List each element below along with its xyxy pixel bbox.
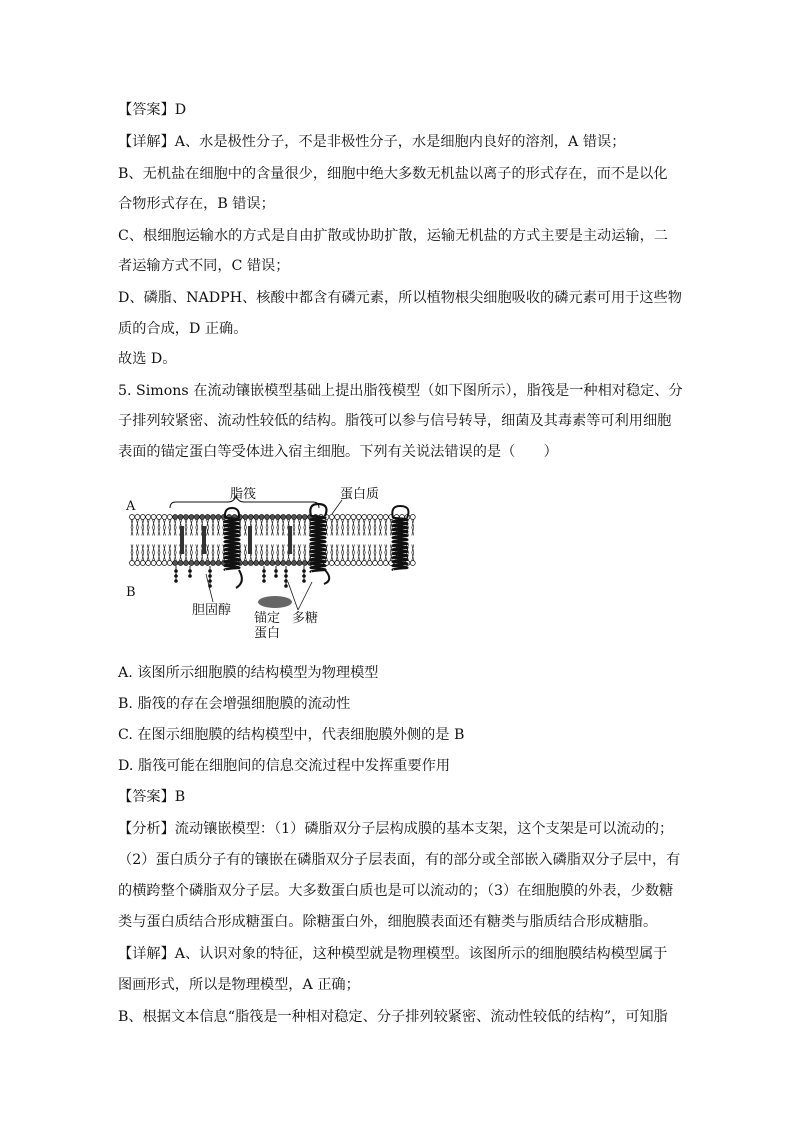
lipid-raft-figure — [118, 484, 448, 644]
lipid-tail-upper — [190, 520, 192, 536]
sugar-chain-unit — [284, 569, 288, 573]
lipid-head-upper — [146, 515, 151, 520]
lipid-head-lower — [281, 561, 286, 566]
lipid-head-upper — [362, 515, 367, 520]
lipid-tail-upper — [412, 520, 414, 536]
lipid-head-lower — [302, 561, 307, 566]
lipid-head-lower — [329, 561, 334, 566]
lipid-head-upper — [259, 515, 264, 520]
lipid-tail-lower — [385, 545, 387, 561]
lipid-head-upper — [216, 515, 221, 520]
lipid-head-lower — [367, 561, 372, 566]
lipid-tail-lower — [255, 545, 257, 561]
lipid-head-lower — [140, 561, 145, 566]
lipid-tail-lower — [374, 545, 376, 561]
lipid-tail-lower — [158, 545, 160, 561]
lipid-head-upper — [340, 515, 345, 520]
lipid-tail-lower — [136, 545, 138, 561]
lipid-tail-lower — [190, 545, 192, 561]
lipid-tail-upper — [136, 520, 138, 536]
lipid-tail-upper — [217, 520, 219, 536]
lipid-head-lower — [265, 561, 270, 566]
lipid-tail-lower — [304, 545, 306, 561]
lipid-tail-lower — [244, 545, 246, 561]
lipid-tail-lower — [142, 545, 144, 561]
lipid-tail-lower — [412, 545, 414, 561]
lipid-tail-upper — [196, 520, 198, 536]
raft-protein-coil — [225, 518, 240, 570]
lipid-tail-upper — [342, 520, 344, 536]
lipid-tail-lower — [336, 545, 338, 561]
lipid-tail-lower — [196, 545, 198, 561]
lipid-head-lower — [243, 561, 248, 566]
lipid-head-lower — [130, 561, 135, 566]
side-label-a: A — [126, 499, 136, 514]
polysaccharide-pointer-1 — [288, 582, 298, 610]
lipid-tail-upper — [277, 520, 279, 536]
lipid-head-upper — [135, 515, 140, 520]
cholesterol-molecule — [180, 526, 184, 554]
text-line-optC: C. 在图示细胞膜的结构模型中，代表细胞膜外侧的是 B — [118, 727, 465, 743]
raft-label: 脂筏 — [230, 487, 257, 502]
lipid-head-lower — [248, 561, 253, 566]
text-line-a5_2: （2）蛋白质分子有的镶嵌在磷脂双分子层表面，有的部分或全部嵌入磷脂双分子层中，有 — [118, 852, 681, 868]
cholesterol-label: 胆固醇 — [192, 603, 232, 618]
lipid-tail-lower — [331, 545, 333, 561]
lipid-head-upper — [173, 515, 178, 520]
text-line-optB: B. 脂筏的存在会增强细胞膜的流动性 — [118, 696, 351, 712]
lipid-tail-lower — [277, 545, 279, 561]
text-line-d5_1: 【详解】A、认识对象的特征，这种模型就是物理模型。该图所示的细胞膜结构模型属于 — [118, 946, 668, 962]
lipid-tail-upper — [153, 520, 155, 536]
lipid-tail-lower — [352, 545, 354, 561]
lipid-head-upper — [200, 515, 205, 520]
lipid-tail-upper — [163, 520, 165, 536]
lipid-tail-upper — [147, 520, 149, 536]
lipid-head-lower — [151, 561, 156, 566]
anchor-protein-shape — [258, 596, 292, 608]
protein-pointer — [332, 500, 342, 514]
sugar-chain-unit — [274, 569, 278, 573]
lipid-head-lower — [146, 561, 151, 566]
lipid-head-upper — [189, 515, 194, 520]
lipid-tail-lower — [347, 545, 349, 561]
lipid-tail-upper — [358, 520, 360, 536]
lipid-head-lower — [297, 561, 302, 566]
text-line-a5_1: 【分析】流动镶嵌模型：（1）磷脂双分子层构成膜的基本支架，这个支架是可以流动的； — [118, 821, 674, 837]
lipid-tail-upper — [336, 520, 338, 536]
lipid-head-lower — [270, 561, 275, 566]
lipid-tail-upper — [363, 520, 365, 536]
lipid-tail-upper — [255, 520, 257, 536]
lipid-head-lower — [173, 561, 178, 566]
lipid-head-upper — [378, 515, 383, 520]
lipid-tail-upper — [131, 520, 133, 536]
text-line-a5_3: 的横跨整个磷脂双分子层。大多数蛋白质也是可以流动的；（3）在细胞膜的外表，少数糖 — [118, 883, 674, 899]
lipid-tail-lower — [363, 545, 365, 561]
sugar-chain-unit — [284, 574, 288, 578]
lipid-tail-lower — [369, 545, 371, 561]
sugar-chain-unit — [188, 569, 192, 573]
sugar-chain-unit — [302, 579, 306, 583]
lipid-head-upper — [205, 515, 210, 520]
lipid-head-lower — [275, 561, 280, 566]
text-line-a5_4: 类与蛋白质结合形成糖蛋白。除糖蛋白外，细胞膜表面还有糖类与脂质结合形成糖脂。 — [118, 914, 658, 930]
text-line-d4_3: 合物形式存在，B 错误； — [118, 196, 275, 212]
lipid-tail-lower — [379, 545, 381, 561]
sugar-chain-unit — [262, 574, 266, 578]
lipid-tail-upper — [169, 520, 171, 536]
lipid-tail-lower — [298, 545, 300, 561]
anchor-label-line2: 蛋白 — [254, 626, 281, 641]
lipid-tail-upper — [244, 520, 246, 536]
lipid-head-upper — [243, 515, 248, 520]
lipid-tail-upper — [142, 520, 144, 536]
lipid-head-lower — [346, 561, 351, 566]
lipid-head-lower — [184, 561, 189, 566]
lipid-head-upper — [292, 515, 297, 520]
text-line-d4_8: 故选 D。 — [118, 351, 177, 367]
text-line-d4_6: D、磷脂、NADPH、核酸中都含有磷元素，所以植物根尖细胞吸收的磷元素可用于这些物 — [118, 290, 682, 306]
sugar-chain-unit — [262, 579, 266, 583]
lipid-tail-upper — [282, 520, 284, 536]
lipid-head-upper — [248, 515, 253, 520]
lipid-tail-upper — [347, 520, 349, 536]
lipid-head-lower — [259, 561, 264, 566]
lipid-tail-upper — [369, 520, 371, 536]
lipid-tail-lower — [271, 545, 273, 561]
lipid-head-upper — [351, 515, 356, 520]
lipid-head-upper — [211, 515, 216, 520]
lipid-head-upper — [335, 515, 340, 520]
lipid-tail-upper — [293, 520, 295, 536]
protein-label: 蛋白质 — [340, 487, 380, 502]
lipid-head-upper — [157, 515, 162, 520]
lipid-tail-upper — [185, 520, 187, 536]
lipid-tail-upper — [304, 520, 306, 536]
lipid-tail-upper — [385, 520, 387, 536]
lipid-head-lower — [211, 561, 216, 566]
text-line-q5_1: 5. Simons 在流动镶嵌模型基础上提出脂筏模型（如下图所示），脂筏是一种相对稳定、分 — [118, 383, 683, 399]
lipid-tail-upper — [374, 520, 376, 536]
lipid-head-upper — [367, 515, 372, 520]
text-line-d5_2: 图画形式，所以是物理模型，A 正确； — [118, 977, 360, 993]
cholesterol-molecule — [248, 526, 252, 554]
lipid-tail-lower — [185, 545, 187, 561]
lipid-tail-upper — [352, 520, 354, 536]
text-line-optD: D. 脂筏可能在细胞间的信息交流过程中发挥重要作用 — [118, 758, 451, 774]
lipid-tail-lower — [147, 545, 149, 561]
lipid-head-lower — [410, 561, 415, 566]
sugar-chain-unit — [208, 579, 212, 583]
text-line-d4_2: B、无机盐在细胞中的含量很少，细胞中绝大多数无机盐以离子的形式存在，而不是以化 — [118, 166, 668, 182]
sugar-chain-unit — [208, 569, 212, 573]
lipid-head-lower — [351, 561, 356, 566]
lipid-head-upper — [373, 515, 378, 520]
text-line-d4_5: 者运输方式不同，C 错误； — [118, 258, 290, 274]
lipid-tail-lower — [212, 545, 214, 561]
lipid-tail-upper — [174, 520, 176, 536]
lipid-head-lower — [378, 561, 383, 566]
lipid-head-lower — [340, 561, 345, 566]
text-line-q5_3: 表面的锚定蛋白等受体进入宿主细胞。下列有关说法错误的是（ ） — [118, 444, 558, 460]
lipid-head-upper — [297, 515, 302, 520]
lipid-head-upper — [140, 515, 145, 520]
text-line-d4_7: 质的合成，D 正确。 — [118, 321, 248, 337]
lipid-head-lower — [157, 561, 162, 566]
polysaccharide-label: 多糖 — [292, 611, 319, 626]
lipid-head-upper — [286, 515, 291, 520]
lipid-tail-lower — [153, 545, 155, 561]
lipid-head-upper — [346, 515, 351, 520]
lipid-head-lower — [286, 561, 291, 566]
sugar-chain-unit — [284, 579, 288, 583]
lipid-tail-lower — [207, 545, 209, 561]
sugar-chain-unit — [302, 569, 306, 573]
lipid-head-lower — [167, 561, 172, 566]
lipid-head-lower — [254, 561, 259, 566]
sugar-chain-unit — [174, 569, 178, 573]
cholesterol-molecule — [288, 526, 292, 554]
lipid-head-upper — [329, 515, 334, 520]
lipid-head-upper — [270, 515, 275, 520]
lipid-tail-upper — [261, 520, 263, 536]
lipid-tail-lower — [282, 545, 284, 561]
lipid-tail-lower — [174, 545, 176, 561]
lipid-head-lower — [189, 561, 194, 566]
sugar-chain-unit — [302, 574, 306, 578]
polysaccharide-pointer-2 — [298, 582, 312, 610]
lipid-head-lower — [362, 561, 367, 566]
lipid-head-upper — [162, 515, 167, 520]
lipid-head-upper — [151, 515, 156, 520]
lipid-tail-lower — [131, 545, 133, 561]
lipid-head-lower — [335, 561, 340, 566]
lipid-tail-upper — [158, 520, 160, 536]
lipid-head-lower — [292, 561, 297, 566]
sugar-chain-unit — [208, 574, 212, 578]
protein-tail-2 — [324, 570, 329, 584]
lipid-head-lower — [200, 561, 205, 566]
lipid-head-lower — [216, 561, 221, 566]
cholesterol-molecule — [202, 526, 206, 554]
lipid-head-lower — [178, 561, 183, 566]
text-line-d4_1: 【详解】A、水是极性分子，不是非极性分子，水是细胞内良好的溶剂，A 错误； — [118, 134, 626, 150]
lipid-head-upper — [254, 515, 259, 520]
membrane-diagram — [118, 484, 448, 644]
lipid-head-upper — [184, 515, 189, 520]
lipid-tail-upper — [266, 520, 268, 536]
lipid-tail-upper — [212, 520, 214, 536]
sugar-chain-unit — [274, 574, 278, 578]
lipid-tail-lower — [266, 545, 268, 561]
lipid-head-upper — [281, 515, 286, 520]
lipid-tail-upper — [379, 520, 381, 536]
text-line-q5_2: 子排列较紧密、流动性较低的结构。脂筏可以参与信号转导，细菌及其毒素等可利用细胞 — [118, 413, 672, 429]
lipid-head-lower — [383, 561, 388, 566]
sugar-chain-unit — [284, 584, 288, 588]
text-line-d5_3: B、根据文本信息“脂筏是一种相对稳定、分子排列较紧密、流动性较低的结构”，可知脂 — [118, 1009, 668, 1025]
sugar-chain-unit — [262, 569, 266, 573]
cholesterol-pointer — [206, 574, 213, 602]
lipid-tail-upper — [298, 520, 300, 536]
lipid-head-lower — [162, 561, 167, 566]
anchor-label-line1: 锚定 — [254, 611, 281, 626]
phospholipid-bilayer — [130, 515, 416, 566]
sugar-chain-unit — [174, 574, 178, 578]
lipid-tail-upper — [207, 520, 209, 536]
lipid-head-upper — [275, 515, 280, 520]
lipid-head-upper — [356, 515, 361, 520]
lipid-tail-lower — [358, 545, 360, 561]
lipid-tail-upper — [331, 520, 333, 536]
non-raft-protein-coil — [393, 518, 408, 570]
lipid-tail-lower — [169, 545, 171, 561]
lipid-head-upper — [383, 515, 388, 520]
lipid-head-upper — [410, 515, 415, 520]
lipid-tail-lower — [342, 545, 344, 561]
lipid-head-lower — [205, 561, 210, 566]
sugar-chain-unit — [174, 579, 178, 583]
lipid-head-upper — [178, 515, 183, 520]
lipid-head-lower — [373, 561, 378, 566]
lipid-head-upper — [302, 515, 307, 520]
lipid-tail-lower — [217, 545, 219, 561]
text-line-ans5: 【答案】B — [118, 789, 186, 805]
lipid-head-lower — [194, 561, 199, 566]
text-line-d4_4: C、根细胞运输水的方式是自由扩散或协助扩散，运输无机盐的方式主要是主动运输，二 — [118, 228, 668, 244]
lipid-head-upper — [265, 515, 270, 520]
lipid-tail-lower — [293, 545, 295, 561]
lipid-tail-lower — [163, 545, 165, 561]
lipid-tail-lower — [261, 545, 263, 561]
sugar-chain-unit — [188, 574, 192, 578]
lipid-head-upper — [167, 515, 172, 520]
lipid-tail-upper — [271, 520, 273, 536]
text-line-ans4: 【答案】D — [118, 102, 187, 118]
lipid-head-upper — [130, 515, 135, 520]
lipid-head-upper — [194, 515, 199, 520]
text-line-optA: A. 该图所示细胞膜的结构模型为物理模型 — [118, 665, 379, 681]
protein-tail-1 — [236, 570, 242, 588]
lipid-head-lower — [135, 561, 140, 566]
lipid-head-lower — [356, 561, 361, 566]
side-label-b: B — [126, 585, 136, 600]
